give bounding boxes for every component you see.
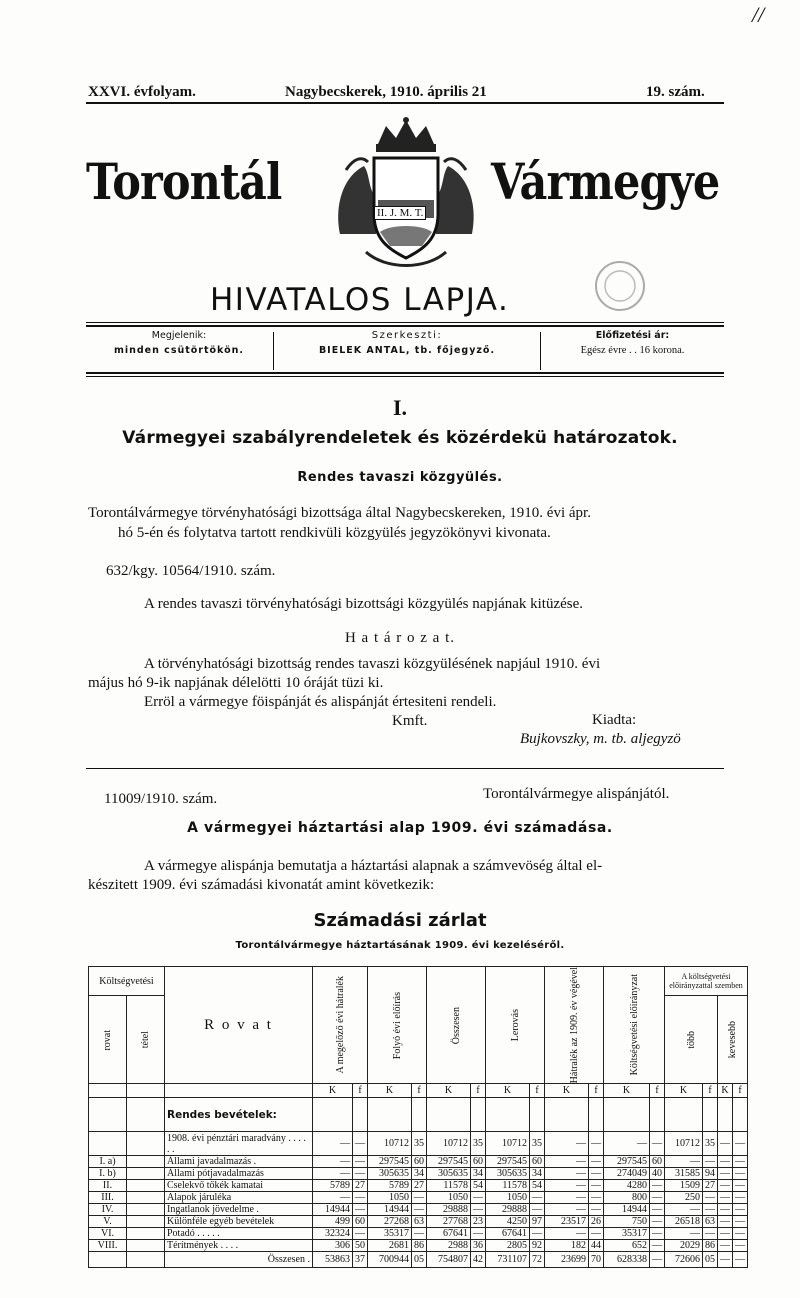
cell-bud-k: 800: [604, 1192, 650, 1204]
cell-rovat: III.: [89, 1192, 127, 1204]
cell-less-f: —: [733, 1132, 748, 1156]
total-bud-f: —: [650, 1252, 665, 1268]
cell-sum-k: 297545: [427, 1156, 471, 1168]
issued-label: Kiadta:: [592, 712, 637, 728]
crest-label: II. J. M. T.: [374, 206, 426, 220]
cell-tetel: [127, 1240, 165, 1252]
cell-paid-k: 297545: [486, 1156, 530, 1168]
total-curr-k: 700944: [368, 1252, 412, 1268]
cell-prev-f: 27: [353, 1180, 368, 1192]
unit-f: f: [353, 1084, 368, 1098]
cell-tetel: [127, 1132, 165, 1156]
cell-rest-f: —: [589, 1180, 604, 1192]
cell-less-k: —: [718, 1132, 733, 1156]
cell-name: Különféle egyéb bevételek: [165, 1216, 313, 1228]
publish-info: [86, 330, 272, 368]
cell-more-k: —: [665, 1156, 703, 1168]
cell-tetel: [127, 1216, 165, 1228]
cell-prev-f: —: [353, 1228, 368, 1240]
cell-prev-k: 32324: [313, 1228, 353, 1240]
table-row: [89, 1216, 748, 1228]
table-row: [89, 1228, 748, 1240]
cell-sum-f: 36: [471, 1240, 486, 1252]
cell-rest-k: —: [545, 1156, 589, 1168]
cell-paid-k: 29888: [486, 1204, 530, 1216]
cell-more-k: —: [665, 1204, 703, 1216]
cell-paid-f: 97: [530, 1216, 545, 1228]
price-label: Előfizetési ár:: [595, 330, 670, 341]
unit-k: K: [313, 1084, 353, 1098]
section2-source: Torontálvármegye alispánjától.: [483, 786, 670, 802]
reference-number: 632/kgy. 10564/1910. szám.: [106, 563, 276, 579]
header-paid: [486, 967, 545, 1084]
cell-bud-f: 60: [650, 1156, 665, 1168]
cell-sum-f: 34: [471, 1168, 486, 1180]
header-less: [718, 996, 748, 1084]
unit-f: f: [530, 1084, 545, 1098]
kmft: Kmft.: [392, 713, 428, 729]
cell-less-k: —: [718, 1216, 733, 1228]
cell-bud-k: 750: [604, 1216, 650, 1228]
cell-name: Alapok járuléka: [165, 1192, 313, 1204]
cell-rest-k: 23517: [545, 1216, 589, 1228]
cell-prev-k: 5789: [313, 1180, 353, 1192]
cell-less-k: —: [718, 1228, 733, 1240]
title-left: Torontál: [86, 152, 282, 211]
place-date: Nagybecskerek, 1910. április 21: [285, 84, 487, 100]
intro-line-1: Torontálvármegye törvényhatósági bizottsága által Nagybecskereken, 1910. évi ápr.: [88, 505, 591, 521]
cell-curr-f: —: [412, 1192, 427, 1204]
total-less-f: —: [733, 1252, 748, 1268]
cell-sum-k: 67641: [427, 1228, 471, 1240]
header-rovat-big: R o v a t: [165, 967, 313, 1084]
cell-curr-k: 14944: [368, 1204, 412, 1216]
cell-name: 1908. évi pénztári maradvány . . . . . .: [165, 1132, 313, 1156]
cell-sum-f: —: [471, 1192, 486, 1204]
header-rovat-label: rovat: [102, 1029, 113, 1051]
header-prev-label: A megelőző évi hátralék: [334, 976, 346, 1074]
cell-more-f: 94: [703, 1168, 718, 1180]
cell-rovat: I. b): [89, 1168, 127, 1180]
editor-info: [274, 330, 540, 368]
cell-tetel: [127, 1228, 165, 1240]
cell-more-f: 86: [703, 1240, 718, 1252]
cell-less-f: —: [733, 1204, 748, 1216]
library-stamp-icon: [592, 258, 648, 314]
intro-line-2: hó 5-én és folytatva tartott rendkivüli közgyülés jegyzökönyvi kivonata.: [118, 525, 551, 541]
cell-bud-f: —: [650, 1216, 665, 1228]
cell-rest-f: —: [589, 1156, 604, 1168]
total-more-k: 72606: [665, 1252, 703, 1268]
section2-text-2: készitett 1909. évi számadási kivonatát amint következik:: [88, 877, 435, 893]
cell-less-f: —: [733, 1228, 748, 1240]
unit-f: f: [703, 1084, 718, 1098]
total-bud-k: 628338: [604, 1252, 650, 1268]
header-prev: [313, 967, 368, 1084]
cell-sum-k: 10712: [427, 1132, 471, 1156]
cell-less-f: —: [733, 1180, 748, 1192]
volume: XXVI. évfolyam.: [88, 84, 196, 100]
total-more-f: 05: [703, 1252, 718, 1268]
cell-curr-k: 305635: [368, 1168, 412, 1180]
cell-less-f: —: [733, 1216, 748, 1228]
header-more: [665, 996, 718, 1084]
cell-paid-f: 35: [530, 1132, 545, 1156]
cell-less-k: —: [718, 1156, 733, 1168]
cell-prev-f: 50: [353, 1240, 368, 1252]
cell-rovat: II.: [89, 1180, 127, 1192]
cell-tetel: [127, 1156, 165, 1168]
corner-mark: //: [752, 2, 765, 27]
table-row: [89, 1156, 748, 1168]
section-label: Rendes bevételek:: [165, 1098, 313, 1132]
cell-curr-f: —: [412, 1228, 427, 1240]
section-subheading: Rendes tavaszi közgyülés.: [297, 470, 503, 485]
cell-less-f: —: [733, 1240, 748, 1252]
cell-curr-k: 2681: [368, 1240, 412, 1252]
header-tetel: [127, 996, 165, 1084]
cell-curr-k: 1050: [368, 1192, 412, 1204]
cell-sum-k: 2988: [427, 1240, 471, 1252]
cell-curr-f: 27: [412, 1180, 427, 1192]
cell-more-k: —: [665, 1228, 703, 1240]
cell-curr-k: 27268: [368, 1216, 412, 1228]
cell-paid-f: —: [530, 1228, 545, 1240]
cell-less-k: —: [718, 1204, 733, 1216]
cell-name: Ingatlanok jövedelme .: [165, 1204, 313, 1216]
cell-prev-k: —: [313, 1168, 353, 1180]
cell-more-k: 10712: [665, 1132, 703, 1156]
issue-number: 19. szám.: [646, 84, 705, 100]
coat-of-arms-icon: [326, 114, 486, 274]
cell-rovat: I. a): [89, 1156, 127, 1168]
cell-curr-k: 5789: [368, 1180, 412, 1192]
table-title: Számadási zárlat: [313, 910, 487, 931]
cell-prev-f: —: [353, 1132, 368, 1156]
cell-sum-k: 305635: [427, 1168, 471, 1180]
cell-rest-k: —: [545, 1204, 589, 1216]
total-paid-k: 731107: [486, 1252, 530, 1268]
cell-paid-k: 10712: [486, 1132, 530, 1156]
section2-heading: A vármegyei háztartási alap 1909. évi számadása.: [187, 820, 613, 836]
header-rovat: [89, 996, 127, 1084]
table-row: [89, 1192, 748, 1204]
total-label: Összesen .: [165, 1252, 313, 1268]
cell-tetel: [127, 1180, 165, 1192]
total-rest-f: 70: [589, 1252, 604, 1268]
cell-bud-k: 14944: [604, 1204, 650, 1216]
cell-tetel: [127, 1192, 165, 1204]
cell-rovat: VI.: [89, 1228, 127, 1240]
cell-rest-k: —: [545, 1168, 589, 1180]
table-row: [89, 1168, 748, 1180]
cell-rest-k: —: [545, 1228, 589, 1240]
price-value: Egész évre . . 16 korona.: [580, 345, 685, 356]
unit-k: K: [545, 1084, 589, 1098]
cell-bud-k: 297545: [604, 1156, 650, 1168]
cell-bud-k: —: [604, 1132, 650, 1156]
cell-tetel: [127, 1168, 165, 1180]
cell-rest-f: 26: [589, 1216, 604, 1228]
cell-sum-f: —: [471, 1228, 486, 1240]
title-right: Vármegye: [491, 152, 720, 211]
total-sum-f: 42: [471, 1252, 486, 1268]
cell-bud-f: 40: [650, 1168, 665, 1180]
table-row: [89, 1180, 748, 1192]
header-rest-label: Hátralék az 1909. év végével: [568, 967, 580, 1084]
total-blank2: [127, 1252, 165, 1268]
cell-bud-f: —: [650, 1204, 665, 1216]
cell-curr-f: 86: [412, 1240, 427, 1252]
cell-rovat: [89, 1132, 127, 1156]
cell-rest-f: —: [589, 1168, 604, 1180]
cell-more-f: —: [703, 1156, 718, 1168]
cell-paid-f: 54: [530, 1180, 545, 1192]
cell-paid-k: 1050: [486, 1192, 530, 1204]
cell-more-f: —: [703, 1192, 718, 1204]
cell-rest-f: —: [589, 1228, 604, 1240]
cell-name: Állami pótjavadalmazás: [165, 1168, 313, 1180]
publish-label: Megjelenik:: [151, 330, 207, 341]
cell-paid-f: 92: [530, 1240, 545, 1252]
cell-less-k: —: [718, 1192, 733, 1204]
cell-sum-f: 54: [471, 1180, 486, 1192]
cell-name: Cselekvő tőkék kamatai: [165, 1180, 313, 1192]
cell-rest-f: —: [589, 1204, 604, 1216]
unit-f: f: [650, 1084, 665, 1098]
cell-more-k: 2029: [665, 1240, 703, 1252]
cell-more-f: 35: [703, 1132, 718, 1156]
cell-prev-f: —: [353, 1204, 368, 1216]
decision-line-2: május hó 9-ik napjának délelötti 10 óráját tüzi ki.: [88, 675, 384, 691]
header-paid-label: Lerovás: [509, 1009, 521, 1042]
cell-more-k: 31585: [665, 1168, 703, 1180]
cell-paid-k: 2805: [486, 1240, 530, 1252]
total-sum-k: 754807: [427, 1252, 471, 1268]
header-sum: [427, 967, 486, 1084]
cell-bud-f: —: [650, 1228, 665, 1240]
cell-more-f: 63: [703, 1216, 718, 1228]
price-info: [541, 330, 724, 368]
cell-curr-k: 10712: [368, 1132, 412, 1156]
cell-prev-f: 60: [353, 1216, 368, 1228]
subject: A rendes tavaszi törvényhatósági bizottsági közgyülés napjának kitüzése.: [144, 596, 584, 612]
cell-rest-k: —: [545, 1180, 589, 1192]
cell-less-f: —: [733, 1192, 748, 1204]
cell-paid-f: 34: [530, 1168, 545, 1180]
section2-reference: 11009/1910. szám.: [104, 791, 218, 807]
unit-k: K: [368, 1084, 412, 1098]
cell-curr-f: 63: [412, 1216, 427, 1228]
cell-less-k: —: [718, 1180, 733, 1192]
decision-line-3: Erröl a vármegye föispánját és alispánját értesiteni rendeli.: [144, 694, 497, 710]
cell-rovat: VIII.: [89, 1240, 127, 1252]
cell-more-f: —: [703, 1204, 718, 1216]
cell-sum-k: 29888: [427, 1204, 471, 1216]
cell-paid-k: 67641: [486, 1228, 530, 1240]
unit-f: f: [471, 1084, 486, 1098]
cell-curr-f: 34: [412, 1168, 427, 1180]
cell-sum-f: 35: [471, 1132, 486, 1156]
table-row: [89, 1132, 748, 1156]
cell-more-k: 250: [665, 1192, 703, 1204]
header-budget-amount-label: Költségvetési előirányzat: [628, 974, 640, 1076]
cell-tetel: [127, 1204, 165, 1216]
header-rest: [545, 967, 604, 1084]
cell-rovat: IV.: [89, 1204, 127, 1216]
unit-k: K: [604, 1084, 650, 1098]
total-blank1: [89, 1252, 127, 1268]
header-curr: [368, 967, 427, 1084]
header-sum-label: Összesen: [450, 1006, 462, 1044]
cell-bud-f: —: [650, 1180, 665, 1192]
cell-prev-k: —: [313, 1132, 353, 1156]
cell-less-f: —: [733, 1168, 748, 1180]
cell-prev-k: —: [313, 1192, 353, 1204]
cell-bud-f: —: [650, 1192, 665, 1204]
cell-rovat: V.: [89, 1216, 127, 1228]
cell-paid-k: 4250: [486, 1216, 530, 1228]
cell-less-f: —: [733, 1156, 748, 1168]
cell-rest-f: —: [589, 1132, 604, 1156]
subtitle: HIVATALOS LAPJA.: [210, 282, 510, 318]
cell-curr-f: 60: [412, 1156, 427, 1168]
section-label-row: [89, 1098, 748, 1132]
unit-row: [89, 1084, 748, 1098]
header-more-label: több: [685, 1030, 697, 1049]
cell-prev-k: 499: [313, 1216, 353, 1228]
cell-prev-f: —: [353, 1192, 368, 1204]
unit-k: K: [427, 1084, 471, 1098]
table-row: [89, 1240, 748, 1252]
unit-f: f: [589, 1084, 604, 1098]
cell-name: Térítmények . . . .: [165, 1240, 313, 1252]
unit-f: f: [733, 1084, 748, 1098]
cell-curr-f: 35: [412, 1132, 427, 1156]
table-row: [89, 1204, 748, 1216]
unit-k: K: [665, 1084, 703, 1098]
total-prev-k: 53863: [313, 1252, 353, 1268]
cell-paid-f: —: [530, 1192, 545, 1204]
header-tetel-label: tétel: [140, 1031, 151, 1049]
cell-name: Állami javadalmazás .: [165, 1156, 313, 1168]
table-subtitle: Torontálvármegye háztartásának 1909. évi kezeléséről.: [235, 940, 565, 951]
cell-less-k: —: [718, 1240, 733, 1252]
total-row: [89, 1252, 748, 1268]
total-less-k: —: [718, 1252, 733, 1268]
header-vs: A költségvetési előirányzattal szemben: [665, 967, 748, 996]
account-table: [88, 966, 748, 1268]
cell-sum-f: —: [471, 1204, 486, 1216]
cell-bud-k: 4280: [604, 1180, 650, 1192]
cell-sum-f: 60: [471, 1156, 486, 1168]
section2-text-1: A vármegye alispánja bemutatja a háztartási alapnak a számvevöség által el-: [144, 858, 603, 874]
cell-rest-k: —: [545, 1192, 589, 1204]
unit-k: K: [718, 1084, 733, 1098]
signature: Bujkovszky, m. tb. aljegyzö: [520, 731, 681, 747]
cell-rest-f: 44: [589, 1240, 604, 1252]
cell-paid-f: 60: [530, 1156, 545, 1168]
cell-bud-f: —: [650, 1132, 665, 1156]
cell-bud-k: 652: [604, 1240, 650, 1252]
cell-prev-k: 306: [313, 1240, 353, 1252]
cell-rest-k: —: [545, 1132, 589, 1156]
cell-rest-f: —: [589, 1192, 604, 1204]
header-curr-label: Folyó évi előírás: [391, 991, 403, 1059]
total-prev-f: 37: [353, 1252, 368, 1268]
total-curr-f: 05: [412, 1252, 427, 1268]
cell-rest-k: 182: [545, 1240, 589, 1252]
cell-bud-k: 274049: [604, 1168, 650, 1180]
editor-label: Szerkeszti:: [371, 330, 443, 341]
unit-f: f: [412, 1084, 427, 1098]
cell-prev-f: —: [353, 1156, 368, 1168]
cell-name: Potadó . . . . .: [165, 1228, 313, 1240]
cell-sum-k: 1050: [427, 1192, 471, 1204]
cell-more-k: 26518: [665, 1216, 703, 1228]
cell-bud-f: —: [650, 1240, 665, 1252]
section-roman: I.: [392, 395, 408, 420]
header-budget-amount: [604, 967, 665, 1084]
cell-sum-k: 27768: [427, 1216, 471, 1228]
cell-paid-k: 305635: [486, 1168, 530, 1180]
cell-prev-k: —: [313, 1156, 353, 1168]
cell-sum-k: 11578: [427, 1180, 471, 1192]
total-rest-k: 23699: [545, 1252, 589, 1268]
cell-curr-k: 297545: [368, 1156, 412, 1168]
cell-sum-f: 23: [471, 1216, 486, 1228]
cell-prev-k: 14944: [313, 1204, 353, 1216]
cell-curr-k: 35317: [368, 1228, 412, 1240]
cell-more-k: 1509: [665, 1180, 703, 1192]
decision-title: H a t á r o z a t.: [344, 630, 456, 646]
cell-paid-f: —: [530, 1204, 545, 1216]
header-less-label: kevesebb: [727, 1021, 738, 1059]
cell-more-f: 27: [703, 1180, 718, 1192]
unit-k: K: [486, 1084, 530, 1098]
cell-paid-k: 11578: [486, 1180, 530, 1192]
total-paid-f: 72: [530, 1252, 545, 1268]
section-heading: Vármegyei szabályrendeletek és közérdekü határozatok.: [122, 428, 678, 448]
cell-more-f: —: [703, 1228, 718, 1240]
publish-value: minden csütörtökön.: [113, 345, 245, 356]
cell-bud-k: 35317: [604, 1228, 650, 1240]
header-budget: Költségvetési: [89, 967, 165, 996]
editor-value: BIELEK ANTAL, tb. főjegyző.: [318, 345, 496, 356]
cell-prev-f: —: [353, 1168, 368, 1180]
decision-line-1: A törvényhatósági bizottság rendes tavaszi közgyülésének napjául 1910. évi: [144, 656, 601, 672]
cell-curr-f: —: [412, 1204, 427, 1216]
cell-less-k: —: [718, 1168, 733, 1180]
